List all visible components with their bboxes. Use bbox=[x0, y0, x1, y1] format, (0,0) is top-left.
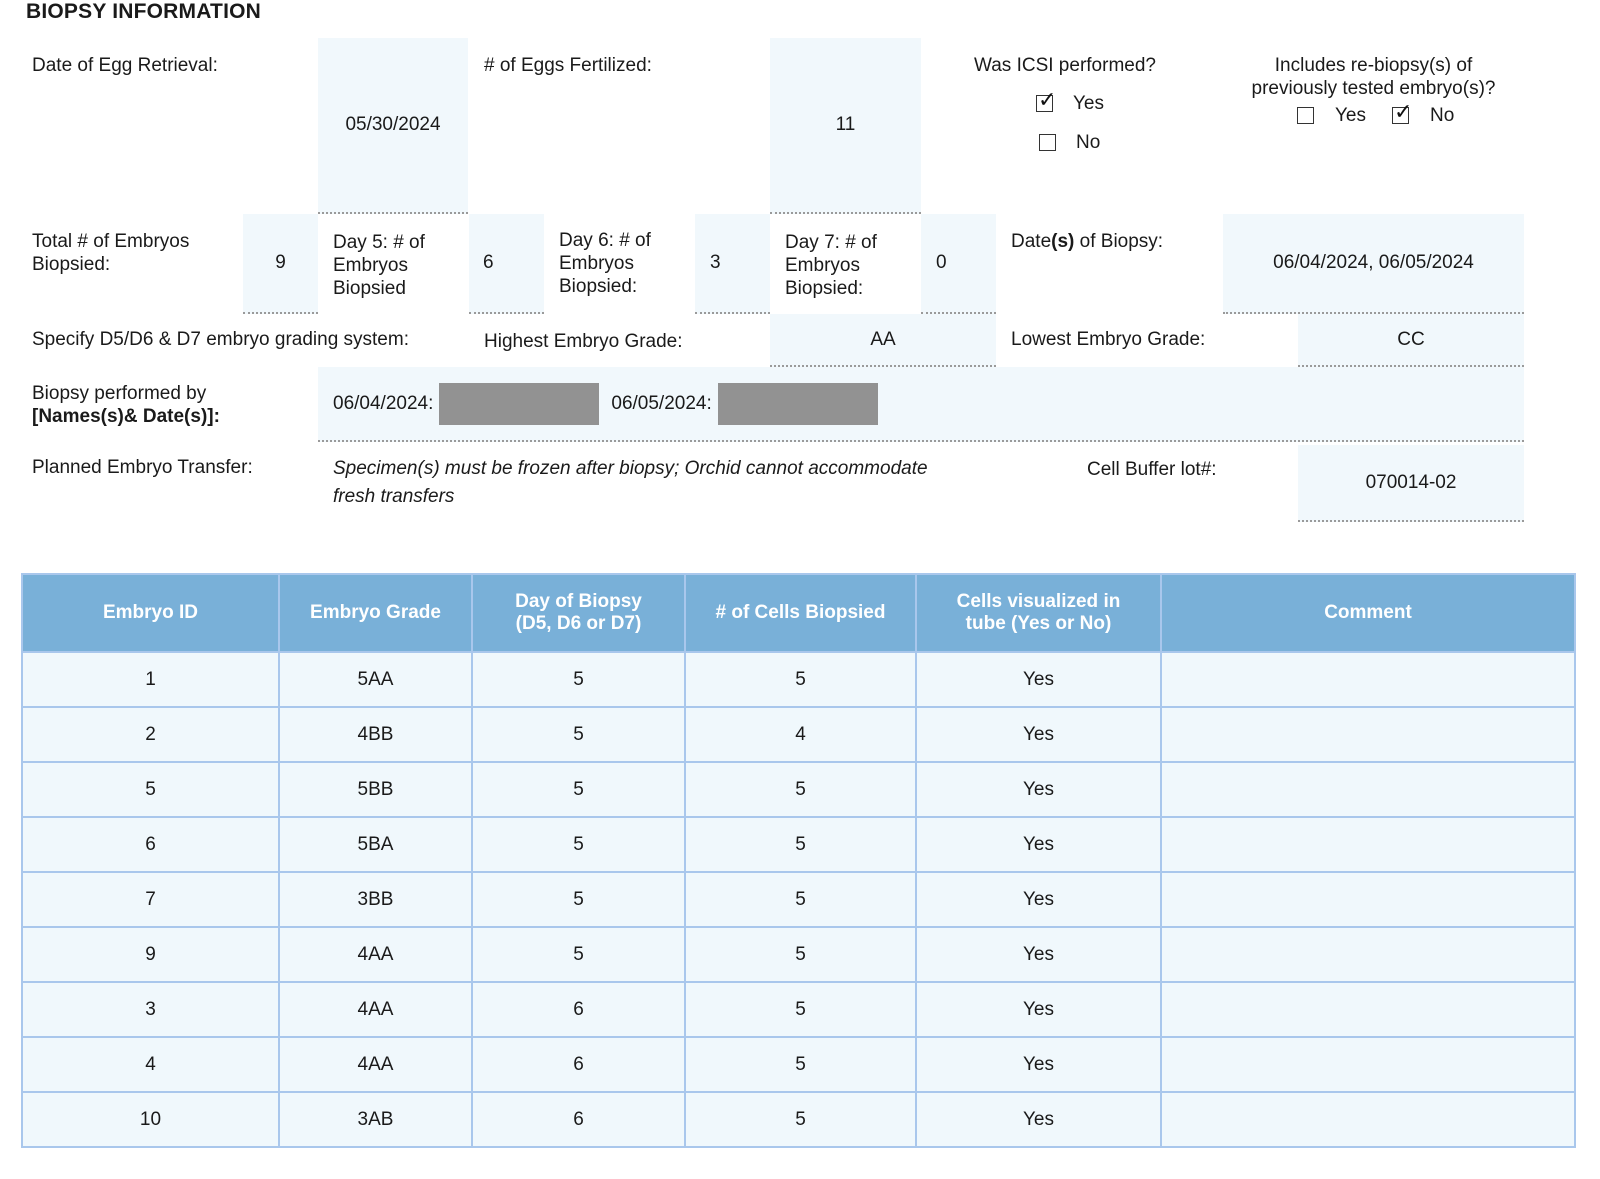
total-biopsied-label bbox=[32, 230, 189, 276]
icsi-no-label: No bbox=[1076, 132, 1101, 153]
cells-biopsied-cell: 5 bbox=[685, 1092, 916, 1147]
cells-biopsied-cell: 5 bbox=[685, 1037, 916, 1092]
cells-visualized-cell: Yes bbox=[916, 817, 1161, 872]
table-row bbox=[22, 872, 1575, 927]
day-of-biopsy-cell: 6 bbox=[472, 982, 685, 1037]
embryo-id-cell: 3 bbox=[22, 982, 279, 1037]
lowest-grade-value: CC bbox=[1397, 328, 1425, 350]
cells-visualized-cell: Yes bbox=[916, 982, 1161, 1037]
day6-value: 3 bbox=[710, 252, 721, 273]
eggs-fertilized-value: 11 bbox=[835, 114, 856, 135]
day-of-biopsy-header bbox=[472, 574, 685, 652]
cells-biopsied-cell: 5 bbox=[685, 652, 916, 707]
comment-cell[interactable] bbox=[1161, 927, 1575, 982]
performed-by-label-line2: [Names(s)& Date(s)]: bbox=[32, 406, 220, 427]
egg-retrieval-label: Date of Egg Retrieval: bbox=[32, 55, 218, 76]
cells-visualized-header-line: tube (Yes or No) bbox=[965, 613, 1112, 634]
day-of-biopsy-cell: 5 bbox=[472, 652, 685, 707]
cells-visualized-header-line: Cells visualized in bbox=[956, 591, 1121, 612]
embryo-id-cell: 1 bbox=[22, 652, 279, 707]
embryo-id-cell: 5 bbox=[22, 762, 279, 817]
rebiopsy-yes-label: Yes bbox=[1335, 105, 1366, 126]
day-of-biopsy-cell: 5 bbox=[472, 927, 685, 982]
lowest-grade-field[interactable] bbox=[1298, 314, 1524, 367]
biopsy-dates-field[interactable] bbox=[1223, 214, 1524, 314]
egg-retrieval-field[interactable] bbox=[318, 38, 468, 214]
embryo-id-cell: 9 bbox=[22, 927, 279, 982]
day7-value: 0 bbox=[936, 252, 947, 273]
day5-label-line1: Day 5: # of bbox=[333, 232, 425, 253]
egg-retrieval-value: 05/30/2024 bbox=[345, 114, 441, 135]
cells-biopsied-header bbox=[685, 574, 916, 652]
rebiopsy-no-option[interactable] bbox=[1392, 99, 1455, 127]
day-of-biopsy-cell: 5 bbox=[472, 817, 685, 872]
performed-by-date1: 06/04/2024: bbox=[333, 392, 434, 414]
lowest-grade-label: Lowest Embryo Grade: bbox=[1011, 329, 1206, 350]
cells-biopsied-cell: 5 bbox=[685, 872, 916, 927]
biopsy-dates-value: 06/04/2024, 06/05/2024 bbox=[1273, 252, 1474, 273]
day5-label-line3: Biopsied bbox=[333, 278, 406, 299]
planned-transfer-label: Planned Embryo Transfer: bbox=[32, 457, 253, 478]
day-of-biopsy-cell: 6 bbox=[472, 1092, 685, 1147]
rebiopsy-label bbox=[1236, 54, 1511, 100]
planned-transfer-value-line1: Specimen(s) must be frozen after biopsy; Orchid cannot accommodate bbox=[333, 458, 928, 479]
biopsy-dates-label-bold: (s) bbox=[1051, 231, 1075, 252]
planned-transfer-value bbox=[333, 455, 928, 511]
cells-biopsied-cell: 5 bbox=[685, 762, 916, 817]
day-of-biopsy-header-line: (D5, D6 or D7) bbox=[515, 613, 642, 634]
redacted-name-1 bbox=[439, 383, 599, 425]
table-header-row bbox=[22, 574, 1575, 652]
total-biopsied-label-line1: Total # of Embryos bbox=[32, 231, 190, 252]
day7-label-line1: Day 7: # of bbox=[785, 232, 877, 253]
icsi-yes-checkbox[interactable] bbox=[1036, 87, 1057, 112]
cells-visualized-cell: Yes bbox=[916, 652, 1161, 707]
embryo-grade-cell: 4AA bbox=[279, 1037, 472, 1092]
cells-biopsied-cell: 5 bbox=[685, 927, 916, 982]
day7-field[interactable] bbox=[921, 214, 996, 314]
table-row bbox=[22, 927, 1575, 982]
comment-cell[interactable] bbox=[1161, 1092, 1575, 1147]
performed-by-label bbox=[32, 382, 220, 428]
total-biopsied-value: 9 bbox=[275, 252, 286, 273]
rebiopsy-yes-checkbox[interactable] bbox=[1297, 107, 1314, 124]
day7-label bbox=[785, 231, 877, 300]
performed-by-label-line1: Biopsy performed by bbox=[32, 383, 207, 404]
table-row bbox=[22, 1037, 1575, 1092]
cells-biopsied-cell: 5 bbox=[685, 982, 916, 1037]
eggs-fertilized-field[interactable] bbox=[770, 38, 921, 214]
embryo-grade-cell: 4AA bbox=[279, 982, 472, 1037]
icsi-no-option[interactable] bbox=[1039, 131, 1100, 154]
embryo-grade-header bbox=[279, 574, 472, 652]
table-row bbox=[22, 1092, 1575, 1147]
icsi-label: Was ICSI performed? bbox=[974, 55, 1156, 76]
day-of-biopsy-cell: 5 bbox=[472, 872, 685, 927]
icsi-yes-label: Yes bbox=[1073, 93, 1104, 114]
biopsy-dates-label-pre: Date bbox=[1011, 231, 1052, 252]
highest-grade-value: AA bbox=[870, 328, 896, 350]
day-of-biopsy-cell: 6 bbox=[472, 1037, 685, 1092]
rebiopsy-yes-option[interactable] bbox=[1297, 104, 1366, 127]
performed-by-field[interactable] bbox=[318, 367, 1524, 442]
day5-field[interactable] bbox=[469, 214, 544, 314]
day6-field[interactable] bbox=[695, 214, 770, 314]
cell-buffer-value: 070014-02 bbox=[1365, 471, 1457, 493]
cells-visualized-cell: Yes bbox=[916, 707, 1161, 762]
embryo-id-cell: 7 bbox=[22, 872, 279, 927]
embryo-grade-cell: 4AA bbox=[279, 927, 472, 982]
comment-cell[interactable] bbox=[1161, 762, 1575, 817]
day-of-biopsy-header-line: Day of Biopsy bbox=[515, 591, 642, 612]
embryo-grade-cell: 3AB bbox=[279, 1092, 472, 1147]
embryo-grade-cell: 4BB bbox=[279, 707, 472, 762]
icsi-yes-option[interactable] bbox=[1036, 87, 1104, 115]
comment-cell[interactable] bbox=[1161, 817, 1575, 872]
embryo-grade-header-line: Embryo Grade bbox=[310, 602, 441, 623]
comment-cell[interactable] bbox=[1161, 652, 1575, 707]
embryo-id-cell: 2 bbox=[22, 707, 279, 762]
redacted-name-2 bbox=[718, 383, 878, 425]
embryo-id-cell: 6 bbox=[22, 817, 279, 872]
highest-grade-field[interactable] bbox=[770, 314, 996, 367]
performed-by-date2: 06/05/2024: bbox=[611, 392, 712, 414]
cells-visualized-cell: Yes bbox=[916, 1037, 1161, 1092]
cells-visualized-cell: Yes bbox=[916, 762, 1161, 817]
comment-header bbox=[1161, 574, 1575, 652]
table-row bbox=[22, 762, 1575, 817]
day6-label-line1: Day 6: # of bbox=[559, 230, 651, 251]
icsi-no-checkbox[interactable] bbox=[1039, 134, 1056, 151]
cells-biopsied-cell: 5 bbox=[685, 817, 916, 872]
cell-buffer-label: Cell Buffer lot#: bbox=[1087, 459, 1217, 480]
rebiopsy-no-label: No bbox=[1430, 105, 1455, 126]
comment-cell[interactable] bbox=[1161, 872, 1575, 927]
rebiopsy-label-line2: previously tested embryo(s)? bbox=[1251, 78, 1496, 99]
day-of-biopsy-cell: 5 bbox=[472, 707, 685, 762]
total-biopsied-label-line2: Biopsied: bbox=[32, 254, 111, 275]
planned-transfer-value-line2: fresh transfers bbox=[333, 486, 455, 507]
comment-cell[interactable] bbox=[1161, 982, 1575, 1037]
eggs-fertilized-label: # of Eggs Fertilized: bbox=[484, 55, 652, 76]
biopsy-dates-label bbox=[1011, 230, 1163, 253]
embryo-id-cell: 10 bbox=[22, 1092, 279, 1147]
day6-label-line2: Embryos bbox=[559, 253, 634, 274]
day-of-biopsy-cell: 5 bbox=[472, 762, 685, 817]
table-row bbox=[22, 817, 1575, 872]
embryo-grade-cell: 3BB bbox=[279, 872, 472, 927]
embryo-grade-cell: 5BB bbox=[279, 762, 472, 817]
day7-label-line3: Biopsied: bbox=[785, 278, 864, 299]
highest-grade-label: Highest Embryo Grade: bbox=[484, 331, 683, 352]
day5-value: 6 bbox=[483, 252, 494, 273]
comment-cell[interactable] bbox=[1161, 707, 1575, 762]
cells-biopsied-header-line: # of Cells Biopsied bbox=[715, 602, 886, 623]
embryo-id-header bbox=[22, 574, 279, 652]
day5-label bbox=[333, 231, 425, 300]
cells-biopsied-cell: 4 bbox=[685, 707, 916, 762]
section-title: BIOPSY INFORMATION bbox=[26, 0, 261, 23]
checkmark-icon: ✓ bbox=[1394, 99, 1413, 124]
cell-buffer-field[interactable] bbox=[1298, 445, 1524, 522]
table-row bbox=[22, 707, 1575, 762]
day6-label bbox=[559, 229, 651, 298]
embryo-grade-cell: 5BA bbox=[279, 817, 472, 872]
cells-visualized-cell: Yes bbox=[916, 927, 1161, 982]
rebiopsy-label-line1: Includes re-biopsy(s) of bbox=[1274, 55, 1473, 76]
embryo-grade-cell: 5AA bbox=[279, 652, 472, 707]
biopsy-dates-label-post: of Biopsy: bbox=[1074, 231, 1164, 252]
checkmark-icon: ✓ bbox=[1038, 87, 1057, 112]
grading-system-label: Specify D5/D6 & D7 embryo grading system: bbox=[32, 329, 409, 350]
cells-visualized-cell: Yes bbox=[916, 872, 1161, 927]
cells-visualized-cell: Yes bbox=[916, 1092, 1161, 1147]
table-row bbox=[22, 652, 1575, 707]
embryo-id-cell: 4 bbox=[22, 1037, 279, 1092]
table-row bbox=[22, 982, 1575, 1037]
day5-label-line2: Embryos bbox=[333, 255, 408, 276]
embryo-id-header-line: Embryo ID bbox=[102, 602, 199, 623]
day7-label-line2: Embryos bbox=[785, 255, 860, 276]
day6-label-line3: Biopsied: bbox=[559, 276, 638, 297]
comment-cell[interactable] bbox=[1161, 1037, 1575, 1092]
embryo-table bbox=[21, 573, 1576, 1148]
cells-visualized-header bbox=[916, 574, 1161, 652]
total-biopsied-field[interactable] bbox=[243, 214, 318, 314]
comment-header-line: Comment bbox=[1324, 602, 1412, 623]
rebiopsy-no-checkbox[interactable] bbox=[1392, 99, 1413, 124]
